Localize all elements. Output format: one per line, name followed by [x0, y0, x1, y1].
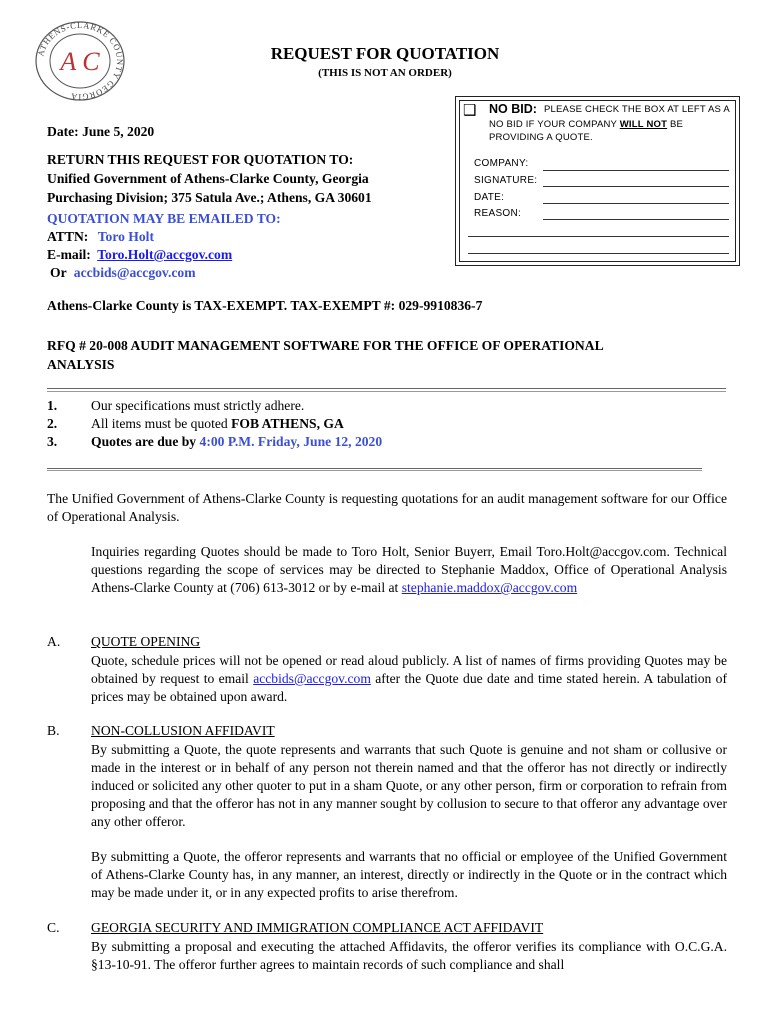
accbids-link[interactable]: accbids@accgov.com [253, 671, 371, 686]
company-label: COMPANY: [474, 158, 529, 169]
page-subtitle: (THIS IS NOT AN ORDER) [318, 67, 452, 79]
no-bid-label: NO BID: [489, 102, 537, 116]
signature-label: SIGNATURE: [474, 175, 538, 186]
attn-name: Toro Holt [97, 229, 154, 244]
section-heading-c: GEORGIA SECURITY AND IMMIGRATION COMPLIANCE ACT AFFIDAVIT [91, 920, 544, 935]
page-title: REQUEST FOR QUOTATION [270, 44, 500, 63]
rfq-title-line-2: ANALYSIS [47, 357, 115, 372]
section-letter-c: C. [47, 920, 60, 935]
seal-monogram: A C [60, 47, 100, 76]
return-line-2: Unified Government of Athens-Clarke County, Georgia [47, 171, 369, 186]
date-line: Date: June 5, 2020 [47, 124, 155, 139]
alt-email-link[interactable]: accbids@accgov.com [73, 265, 196, 280]
return-line-3: Purchasing Division; 375 Satula Ave.; Athens, GA 30601 [47, 190, 372, 205]
section-heading-a: QUOTE OPENING [91, 634, 201, 649]
attn-line [47, 228, 281, 246]
reason-field-line-3[interactable] [468, 253, 729, 254]
rfq-title [47, 336, 604, 374]
section-b-paragraph-2: By submitting a Quote, the offeror represents and warrants that no official or employee of the Unified Government of Athens-Clarke County has, in any manner, an interest, directly or indirectly in the Quote or in the contract which may be made under it, or in any expected profits to arise therefrom. [91, 849, 727, 900]
return-line-1: RETURN THIS REQUEST FOR QUOTATION TO: [47, 152, 354, 167]
list-item: 2. All items must be quoted FOB ATHENS, GA [47, 416, 344, 431]
reason-label: REASON: [474, 208, 522, 219]
email-block [47, 210, 281, 282]
alt-email-line [50, 264, 281, 282]
or-label: Or [50, 265, 67, 280]
list-item: 1. Our specifications must strictly adhere. [47, 398, 305, 413]
email-label: E-mail: [47, 247, 91, 262]
divider-top-1 [47, 388, 726, 389]
seal-text: ATHENS-CLARKE COUNTY GEORGIA [35, 20, 126, 102]
section-c-paragraph: By submitting a proposal and executing the attached Affidavits, the offeror verifies its compliance with O.C.G.A. §13-10-91. The offeror further agrees to maintain records of such compliance and shall [91, 939, 727, 972]
return-block [47, 150, 372, 207]
section-b-paragraph-1: By submitting a Quote, the quote represents and warrants that such Quote is genuine and not sham or collusive or made in the interest or in behalf of any person not therein named and that the offeror has not directly or indirectly induced or solicited any other quoter to put in a sham Quote, or any other person, firm or corporation to refrain from proposing and that the offeror has not in any manner sought by collusion to secure to that offeror any advantage over any other offeror. [91, 742, 727, 829]
inquiries-email-link[interactable]: stephanie.maddox@accgov.com [401, 580, 578, 595]
requirements-list [47, 397, 727, 451]
email-link[interactable]: Toro.Holt@accgov.com [97, 247, 233, 262]
rfq-title-line-1: RFQ # 20-008 AUDIT MANAGEMENT SOFTWARE FOR THE OFFICE OF OPERATIONAL [47, 338, 604, 353]
email-line [47, 246, 281, 264]
company-field[interactable] [543, 170, 729, 171]
divider-mid-2 [47, 470, 702, 471]
list-item: 3. Quotes are due by 4:00 P.M. Friday, June 12, 2020 [47, 434, 383, 449]
email-heading: QUOTATION MAY BE EMAILED TO: [47, 211, 281, 226]
no-bid-checkbox[interactable]: ❑ [463, 102, 477, 119]
reason-field-line-2[interactable] [468, 236, 729, 237]
no-bid-text-2: NO BID IF YOUR COMPANY WILL NOT BE [489, 119, 684, 130]
divider-top-2 [47, 391, 726, 392]
section-a-paragraph: Quote, schedule prices will not be opened or read aloud publicly. A list of names of firms providing Quotes may be obtained by request to email accbids@accgov.com after the Quote due date and time stated herein. A tabulation of prices may be obtained upon award. [91, 653, 728, 704]
tax-exempt-line: Athens-Clarke County is TAX-EXEMPT. TAX-EXEMPT #: 029-9910836-7 [47, 298, 483, 313]
divider-mid-1 [47, 468, 702, 469]
section-letter-b: B. [47, 723, 60, 738]
no-bid-text-1: PLEASE CHECK THE BOX AT LEFT AS A [544, 104, 730, 115]
section-letter-a: A. [47, 634, 61, 649]
attn-label: ATTN: [47, 229, 89, 244]
inquiries-paragraph: Inquiries regarding Quotes should be made to Toro Holt, Senior Buyerr, Email Toro.Holt@accgov.com. Technical questions regarding the scope of services may be directed to Stephanie Maddox, Office of Operational Analysis Athens-Clarke County at (706) 613-3012 or by e-mail at stephanie.maddox@accgov.com [91, 544, 727, 595]
date-label: DATE: [474, 192, 505, 203]
due-date: 4:00 P.M. Friday, June 12, 2020 [199, 434, 383, 449]
signature-field[interactable] [543, 186, 729, 187]
reason-field[interactable] [543, 219, 729, 220]
no-bid-text-3: PROVIDING A QUOTE. [489, 132, 593, 143]
intro-paragraph: The Unified Government of Athens-Clarke County is requesting quotations for an audit management software for our Office of Operational Analysis. [47, 491, 727, 524]
date-field[interactable] [543, 203, 729, 204]
will-not-emphasis: WILL NOT [619, 119, 668, 130]
section-heading-b: NON-COLLUSION AFFIDAVIT [91, 723, 275, 738]
